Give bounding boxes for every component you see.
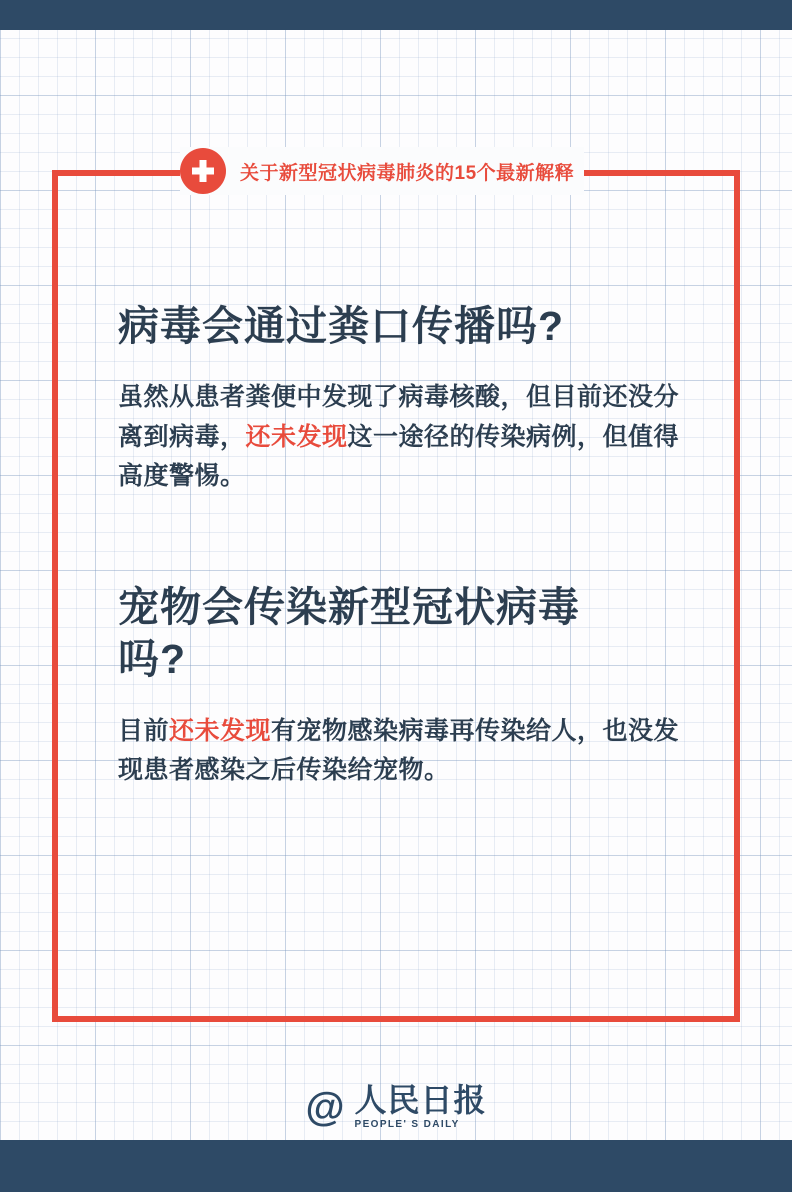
answer-text-1 <box>118 378 688 497</box>
content-area <box>118 300 688 791</box>
logo-brand-cn: 人民日报 <box>354 1082 487 1118</box>
question-title-2: 宠物会传染新型冠状病毒吗? <box>118 583 580 683</box>
bottom-navy-bar <box>0 1140 792 1192</box>
answer-2-part-1: 目前 <box>118 716 170 745</box>
peoples-daily-logo <box>0 1084 792 1130</box>
logo-brand-en: PEOPLE' S DAILY <box>354 1119 460 1130</box>
question-title-1: 病毒会通过粪口传播吗? <box>118 303 565 349</box>
answer-2-part-3: 有宠物感染病毒再传染给人，也没发现患者感染之后传染给宠物。 <box>118 716 680 785</box>
answer-1-part-1: 虽然从患者粪便中发现了病毒核酸，但目前还没分离到病毒， <box>118 383 680 451</box>
qa-block-2 <box>118 581 688 791</box>
answer-1-highlight: 还未发现 <box>245 422 348 451</box>
answer-text-2 <box>118 712 688 791</box>
header-title: 关于新型冠状病毒肺炎的15个最新解释 <box>240 162 575 184</box>
top-navy-bar <box>0 0 792 30</box>
logo-text-wrap <box>355 1084 487 1130</box>
answer-2-highlight: 还未发现 <box>169 716 272 745</box>
header-band <box>180 147 584 195</box>
at-symbol-icon: @ <box>305 1085 345 1129</box>
answer-1-part-3: 这一途径的传染病例，但值得高度警惕。 <box>118 422 680 491</box>
qa-block-1 <box>118 300 688 497</box>
red-cross-icon <box>180 148 226 194</box>
